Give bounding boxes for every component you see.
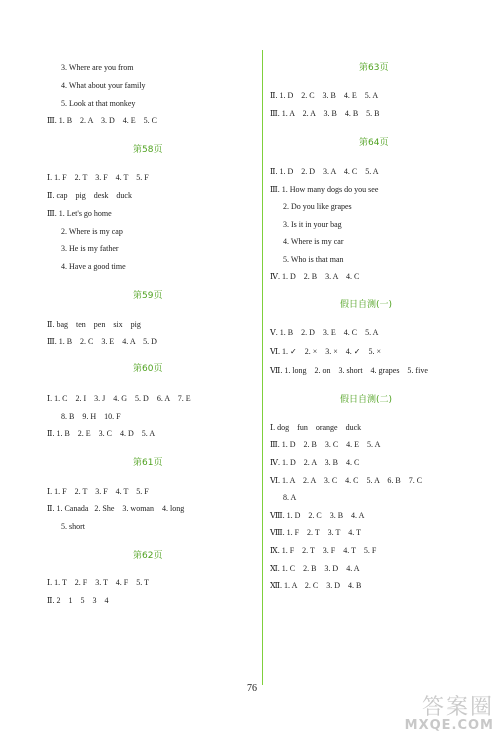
answer-line: Ⅲ. 1. Let's go home: [47, 209, 112, 218]
answer-line: Ⅲ. 1. How many dogs do you see: [270, 185, 379, 194]
answer-line: Ⅸ. 1. F 2. T 3. F 4. T 5. F: [270, 546, 377, 555]
answer-line: Ⅲ. 1. D 2. B 3. C 4. E 5. A: [270, 440, 381, 449]
answer-line: Ⅵ. 1. A 2. A 3. C 4. C 5. A 6. B 7. C: [270, 476, 423, 485]
answer-line: Ⅱ. 1. Canada 2. She 3. woman 4. long: [47, 504, 185, 513]
answer-line: 3. Is it in your bag: [283, 220, 342, 229]
answer-line: 5. Look at that monkey: [61, 99, 136, 108]
answer-line: Ⅲ. 1. A 2. A 3. B 4. B 5. B: [270, 109, 380, 118]
answer-line: Ⅱ. cap pig desk duck: [47, 191, 132, 200]
answer-line: Ⅰ. 1. F 2. T 3. F 4. T 5. F: [47, 173, 149, 182]
section-heading-holiday-test-2: 假日自测(二): [340, 395, 393, 405]
answer-line: 5. short: [61, 522, 85, 531]
answer-line: Ⅳ. 1. D 2. B 3. A 4. C: [270, 272, 360, 281]
answer-line: 2. Where is my cap: [61, 227, 123, 236]
answer-line: Ⅲ. 1. B 2. A 3. D 4. E 5. C: [47, 116, 157, 125]
answer-line: 8. A: [283, 493, 297, 502]
answer-line: Ⅷ. 1. F 2. T 3. T 4. T: [270, 528, 361, 537]
answer-line: Ⅻ. 1. A 2. C 3. D 4. B: [270, 581, 362, 590]
watermark-bottom-text: MXQE.COM: [404, 718, 494, 733]
answer-line: Ⅳ. 1. D 2. A 3. B 4. C: [270, 458, 360, 467]
answer-line: Ⅰ. dog fun orange duck: [270, 423, 362, 432]
answer-line: 4. Have a good time: [61, 262, 126, 271]
answer-line: Ⅱ. 1. B 2. E 3. C 4. D 5. A: [47, 429, 156, 438]
answer-line: Ⅰ. 1. F 2. T 3. F 4. T 5. F: [47, 487, 149, 496]
answer-line: Ⅰ. 1. T 2. F 3. T 4. F 5. T: [47, 578, 149, 587]
answer-line: 3. He is my father: [61, 244, 119, 253]
section-heading-page-64: 第64页: [359, 138, 389, 148]
page-number: 76: [247, 683, 257, 694]
answer-line: 8. B 9. H 10. F: [61, 412, 121, 421]
answer-line: Ⅱ. bag ten pen six pig: [47, 320, 141, 329]
answer-line: 4. What about your family: [61, 81, 146, 90]
watermark-top-text: 答案圈: [421, 695, 494, 720]
answer-line: Ⅺ. 1. C 2. B 3. D 4. A: [270, 564, 360, 573]
answer-line: Ⅷ. 1. D 2. C 3. B 4. A: [270, 511, 365, 520]
section-heading-holiday-test-1: 假日自测(一): [340, 300, 393, 310]
watermark-logo: [405, 697, 494, 733]
section-heading-page-58: 第58页: [133, 145, 163, 155]
answer-line: Ⅱ. 2 1 5 3 4: [47, 596, 109, 605]
answer-line: 3. Where are you from: [61, 63, 134, 72]
answer-line: Ⅱ. 1. D 2. D 3. A 4. C 5. A: [270, 167, 379, 176]
section-heading-page-61: 第61页: [133, 458, 163, 468]
section-heading-page-59: 第59页: [133, 291, 163, 301]
answer-line: Ⅰ. 1. C 2. I 3. J 4. G 5. D 6. A 7. E: [47, 394, 191, 403]
section-heading-page-62: 第62页: [133, 551, 163, 561]
section-heading-page-63: 第63页: [359, 63, 389, 73]
answer-line: 5. Who is that man: [283, 255, 344, 264]
answer-line: 4. Where is my car: [283, 237, 344, 246]
answer-line: Ⅱ. 1. D 2. C 3. B 4. E 5. A: [270, 91, 379, 100]
answer-line: 2. Do you like grapes: [283, 202, 352, 211]
answer-line: Ⅴ. 1. B 2. D 3. E 4. C 5. A: [270, 328, 379, 337]
answer-line: Ⅲ. 1. B 2. C 3. E 4. A 5. D: [47, 337, 157, 346]
answer-line: Ⅵ. 1. ✓ 2. × 3. × 4. ✓ 5. ×: [270, 347, 381, 356]
section-heading-page-60: 第60页: [133, 364, 163, 374]
column-divider: [262, 50, 263, 685]
answer-line: Ⅶ. 1. long 2. on 3. short 4. grapes 5. five: [270, 366, 428, 375]
